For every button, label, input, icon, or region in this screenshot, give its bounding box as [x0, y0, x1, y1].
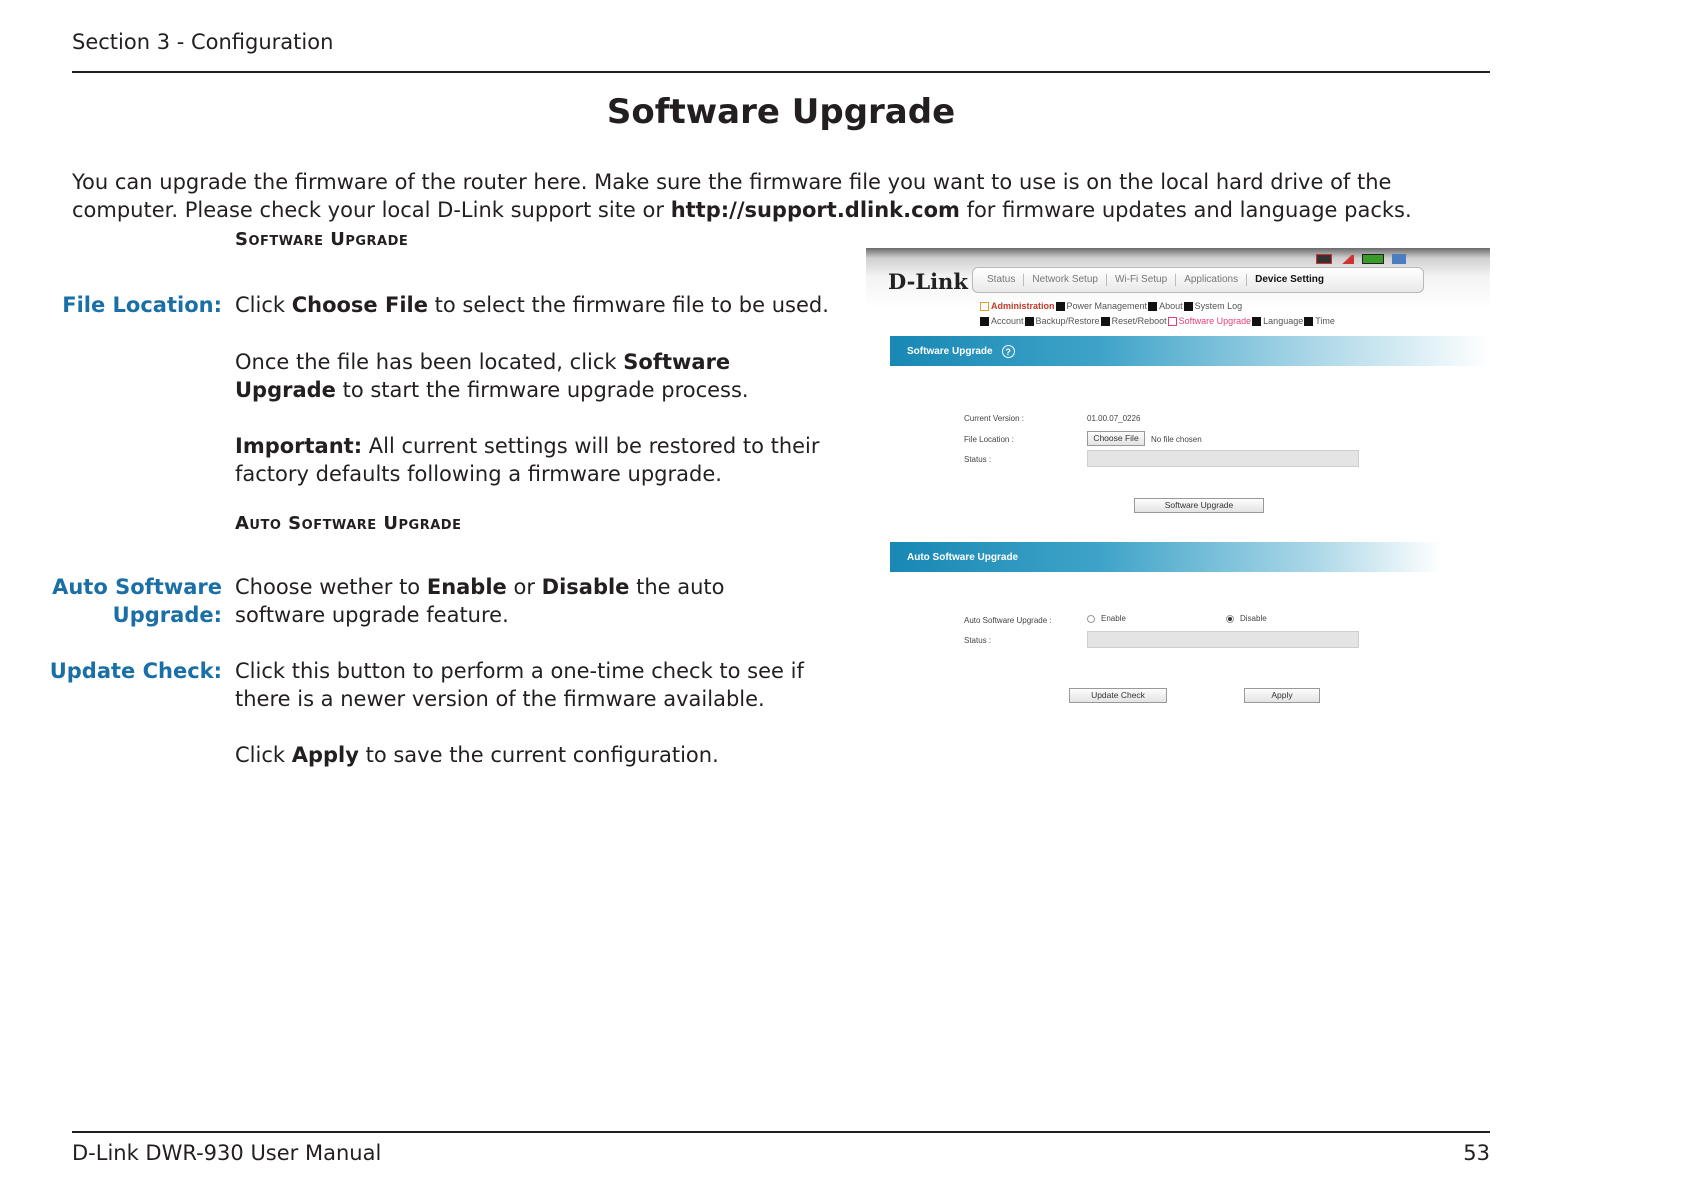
- tab-applications[interactable]: Applications: [1176, 274, 1247, 286]
- desc-file-location: Click Choose File to select the firmware file to be used.: [235, 293, 829, 317]
- footer-manual-title: D-Link DWR-930 User Manual: [72, 1141, 382, 1165]
- subnav-power-management[interactable]: Power Management: [1066, 301, 1148, 311]
- arrow-icon: [1025, 317, 1034, 326]
- subnav-time[interactable]: Time: [1315, 316, 1335, 326]
- status-icons: [1316, 254, 1406, 264]
- arrow-icon: [1056, 302, 1065, 311]
- subnav-row-2: [979, 316, 1335, 326]
- update-check-button[interactable]: Update Check: [1069, 688, 1167, 703]
- header-rule: [72, 71, 1490, 73]
- subnav-system-log[interactable]: System Log: [1194, 301, 1243, 311]
- choose-file-button[interactable]: Choose File: [1087, 431, 1145, 446]
- term-file-location: File Location:: [62, 293, 222, 317]
- no-file-chosen-text: No file chosen: [1151, 435, 1202, 444]
- page-number: 53: [1463, 1141, 1490, 1165]
- arrow-icon: [1101, 317, 1110, 326]
- desc-apply: Click Apply to save the current configuration.: [235, 743, 719, 767]
- term-update-check: Update Check:: [49, 659, 222, 683]
- intro-text-1: You can upgrade the firmware of the router here. Make sure the firmware file you want to use is on the local hard drive of the computer. Please check your local D-Link support site or: [72, 170, 1392, 222]
- arrow-icon: [1184, 302, 1193, 311]
- radio-disable-dot[interactable]: [1226, 615, 1234, 623]
- desc-update-check: Click this button to perform a one-time check to see if there is a newer version of the firmware available.: [235, 659, 804, 711]
- arrow-icon: [980, 317, 989, 326]
- radio-enable[interactable]: Enable: [1087, 614, 1126, 623]
- subnav-backup-restore[interactable]: Backup/Restore: [1035, 316, 1100, 326]
- message-icon: [1392, 254, 1406, 264]
- subheading-software-upgrade: Software Upgrade: [235, 229, 409, 250]
- section-header: Section 3 - Configuration: [72, 30, 334, 54]
- section-bar-software-upgrade: [890, 336, 1490, 366]
- current-version-label: Current Version :: [964, 414, 1025, 423]
- term-auto-software-upgrade: Auto Software Upgrade:: [52, 575, 222, 627]
- signal-icon: [1340, 255, 1354, 264]
- apply-button[interactable]: Apply: [1244, 688, 1320, 703]
- sim-icon: [1316, 254, 1332, 264]
- main-tab-bar: [972, 267, 1424, 293]
- current-version-value: 01.00.07_0226: [1087, 414, 1141, 423]
- file-location-label: File Location :: [964, 435, 1014, 444]
- intro-paragraph: [72, 168, 1492, 224]
- section-bar-auto-software-upgrade: [890, 542, 1490, 572]
- radio-enable-dot[interactable]: [1087, 615, 1095, 623]
- status2-label: Status :: [964, 636, 992, 645]
- desc-important: Important: All current settings will be restored to their factory defaults following a firmware upgrade.: [235, 434, 820, 486]
- router-ui-screenshot: [866, 248, 1490, 728]
- subnav-software-upgrade[interactable]: Software Upgrade: [1178, 316, 1252, 326]
- arrow-icon: [1252, 317, 1261, 326]
- software-upgrade-button[interactable]: Software Upgrade: [1134, 498, 1264, 513]
- status-field: [1087, 450, 1359, 467]
- status-label: Status :: [964, 455, 992, 464]
- page-title: Software Upgrade: [606, 92, 956, 132]
- arrow-icon: [1168, 317, 1177, 326]
- subnav-reset-reboot[interactable]: Reset/Reboot: [1111, 316, 1167, 326]
- subnav-language[interactable]: Language: [1263, 316, 1304, 326]
- tab-device-setting[interactable]: Device Setting: [1255, 274, 1325, 285]
- tab-wifi-setup[interactable]: Wi-Fi Setup: [1107, 274, 1176, 286]
- radio-disable[interactable]: Disable: [1226, 614, 1267, 623]
- footer-rule: [72, 1131, 1490, 1133]
- subheading-auto-software-upgrade: Auto Software Upgrade: [235, 513, 462, 534]
- auto-software-upgrade-label: Auto Software Upgrade :: [964, 616, 1052, 625]
- arrow-icon: [1304, 317, 1313, 326]
- tab-network-setup[interactable]: Network Setup: [1024, 274, 1107, 286]
- battery-icon: [1362, 254, 1384, 264]
- section-title-auto-software-upgrade: Auto Software Upgrade: [907, 551, 1019, 563]
- subnav-row-1: [979, 301, 1242, 311]
- arrow-icon: [1148, 302, 1157, 311]
- subnav-administration[interactable]: Administration: [991, 301, 1055, 311]
- desc-auto-software-upgrade: Choose wether to Enable or Disable the auto software upgrade feature.: [235, 575, 725, 627]
- section-title-software-upgrade: Software Upgrade: [907, 345, 993, 357]
- help-icon[interactable]: ?: [1002, 345, 1015, 358]
- intro-text-2: for firmware updates and language packs.: [959, 198, 1412, 222]
- status2-field: [1087, 631, 1359, 648]
- arrow-icon: [980, 302, 989, 311]
- subnav-account[interactable]: Account: [991, 316, 1024, 326]
- dlink-logo: D-Link: [888, 269, 968, 294]
- tab-status[interactable]: Status: [979, 274, 1024, 286]
- support-link: http://support.dlink.com: [670, 198, 960, 222]
- desc-once-located: Once the file has been located, click Software Upgrade to start the firmware upgrade process.: [235, 350, 749, 402]
- subnav-about[interactable]: About: [1159, 301, 1183, 311]
